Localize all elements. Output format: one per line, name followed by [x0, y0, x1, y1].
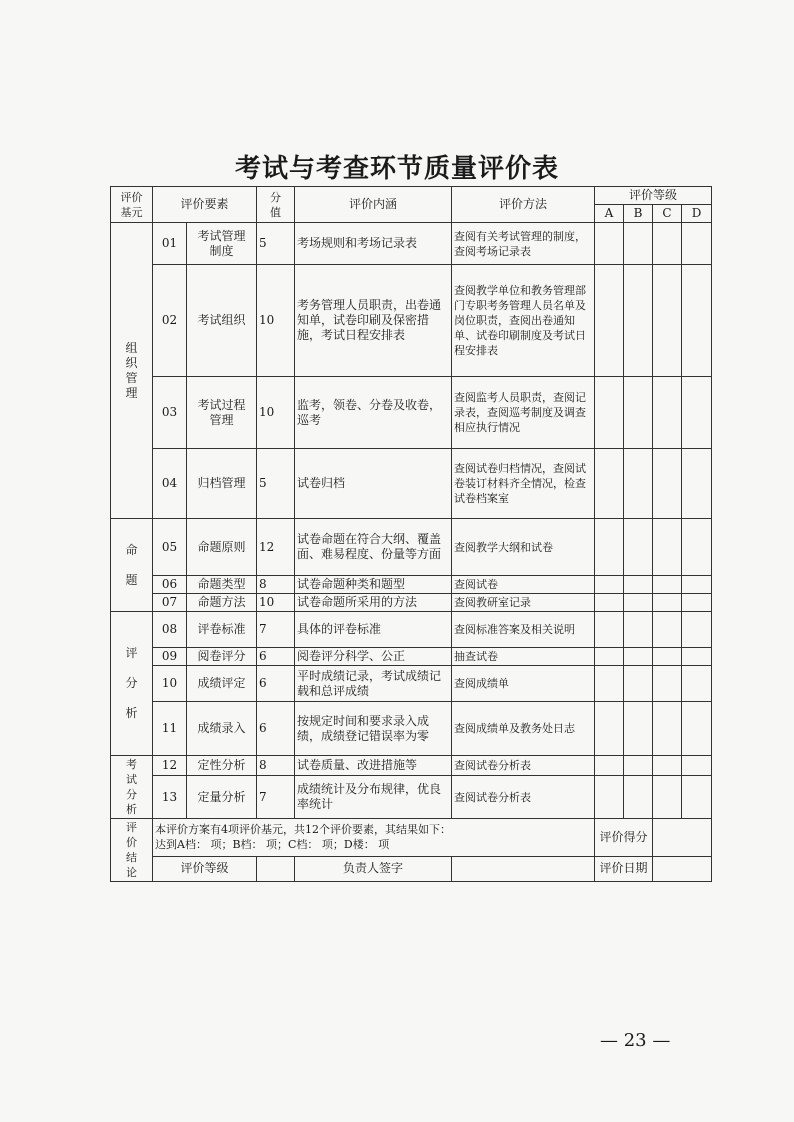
row-element: 命题类型 — [187, 576, 257, 594]
header-content: 评价内涵 — [295, 187, 452, 223]
grade-cell-a[interactable] — [595, 449, 624, 519]
table-row — [111, 776, 712, 819]
group-label: 考 试 分 析 — [111, 756, 153, 819]
row-content: 试卷归档 — [295, 449, 452, 519]
grade-cell-c[interactable] — [653, 449, 682, 519]
grade-cell-d[interactable] — [682, 223, 712, 265]
row-score: 6 — [257, 648, 295, 666]
row-score: 8 — [257, 576, 295, 594]
score-label: 评价得分 — [595, 819, 653, 857]
grade-cell-c[interactable] — [653, 702, 682, 756]
grade-cell-c[interactable] — [653, 377, 682, 449]
grade-cell-a[interactable] — [595, 519, 624, 576]
row-number: 11 — [153, 702, 187, 756]
row-score: 6 — [257, 702, 295, 756]
row-content: 试卷命题种类和题型 — [295, 576, 452, 594]
row-element: 考试管理 制度 — [187, 223, 257, 265]
grade-cell-d[interactable] — [682, 776, 712, 819]
grade-cell-b[interactable] — [624, 449, 653, 519]
row-element: 定量分析 — [187, 776, 257, 819]
header-element: 评价要素 — [153, 187, 257, 223]
conclusion-summary — [153, 819, 595, 857]
conclusion-row — [111, 819, 712, 857]
row-method: 查阅标准答案及相关说明 — [452, 612, 595, 648]
grade-cell-c[interactable] — [653, 612, 682, 648]
grade-cell-b[interactable] — [624, 519, 653, 576]
row-method: 查阅试卷分析表 — [452, 776, 595, 819]
row-element: 考试组织 — [187, 265, 257, 377]
table-row — [111, 377, 712, 449]
grade-cell-d[interactable] — [682, 594, 712, 612]
grade-cell-c[interactable] — [653, 648, 682, 666]
group-label: 组 织 管 理 — [111, 223, 153, 519]
row-method: 查阅教研室记录 — [452, 594, 595, 612]
row-score: 10 — [257, 594, 295, 612]
row-number: 03 — [153, 377, 187, 449]
row-content: 考务管理人员职责，出卷通知单，试卷印刷及保密措施，考试日程安排表 — [295, 265, 452, 377]
grade-cell-a[interactable] — [595, 702, 624, 756]
header-grade-d: D — [682, 205, 712, 223]
row-content: 成绩统计及分布规律，优良率统计 — [295, 776, 452, 819]
grade-cell-b[interactable] — [624, 265, 653, 377]
grade-cell-d[interactable] — [682, 702, 712, 756]
row-number: 06 — [153, 576, 187, 594]
conclusion-label: 评 价 结 论 — [111, 819, 153, 882]
grade-cell-c[interactable] — [653, 265, 682, 377]
grade-cell-a[interactable] — [595, 756, 624, 776]
row-score: 12 — [257, 519, 295, 576]
grade-cell-c[interactable] — [653, 756, 682, 776]
row-number: 07 — [153, 594, 187, 612]
grade-cell-b[interactable] — [624, 223, 653, 265]
table-row — [111, 666, 712, 702]
signer-label: 负责人签字 — [295, 856, 452, 881]
header-grade-c: C — [653, 205, 682, 223]
group-label: 命 题 — [111, 519, 153, 612]
conclusion-summary-line1: 本评价方案有4项评价基元，共12个评价要素，其结果如下： — [155, 823, 451, 837]
grade-label: 评价等级 — [153, 856, 257, 881]
grade-cell-c[interactable] — [653, 594, 682, 612]
row-method: 查阅成绩单 — [452, 666, 595, 702]
row-number: 04 — [153, 449, 187, 519]
grade-cell-a[interactable] — [595, 377, 624, 449]
row-score: 8 — [257, 756, 295, 776]
header-grade-a: A — [595, 205, 624, 223]
row-score: 10 — [257, 377, 295, 449]
grade-cell-c[interactable] — [653, 223, 682, 265]
grade-cell-d[interactable] — [682, 648, 712, 666]
grade-cell-a[interactable] — [595, 576, 624, 594]
row-score: 5 — [257, 223, 295, 265]
signer-field[interactable] — [452, 856, 595, 881]
grade-cell-b[interactable] — [624, 702, 653, 756]
row-content: 具体的评卷标准 — [295, 612, 452, 648]
header-grade-b: B — [624, 205, 653, 223]
row-method: 查阅教学大纲和试卷 — [452, 519, 595, 576]
conclusion-summary-line2: 达到A档： 项；B档： 项；C档： 项；D楼： 项 — [155, 838, 390, 852]
grade-cell-d[interactable] — [682, 576, 712, 594]
table-row — [111, 223, 712, 265]
grade-cell-a[interactable] — [595, 223, 624, 265]
grade-cell-a[interactable] — [595, 594, 624, 612]
grade-cell-a[interactable] — [595, 776, 624, 819]
grade-cell-b[interactable] — [624, 594, 653, 612]
grade-cell-b[interactable] — [624, 756, 653, 776]
page-number: — 23 — — [600, 1030, 671, 1051]
row-element: 命题原则 — [187, 519, 257, 576]
row-number: 08 — [153, 612, 187, 648]
header-score: 分 值 — [257, 187, 295, 223]
row-method: 查阅试卷 — [452, 576, 595, 594]
evaluation-table — [110, 186, 712, 882]
row-method: 查阅教学单位和教务管理部门专职考务管理人员名单及岗位职责，查阅出卷通知单、试卷印刷制度及考试日程安排表 — [452, 265, 595, 377]
score-field[interactable] — [653, 819, 712, 857]
grade-cell-d[interactable] — [682, 377, 712, 449]
row-content: 按规定时间和要求录入成绩，成绩登记错误率为零 — [295, 702, 452, 756]
header-unit: 评价 基元 — [111, 187, 153, 223]
grade-cell-b[interactable] — [624, 666, 653, 702]
row-method: 查阅成绩单及教务处日志 — [452, 702, 595, 756]
grade-cell-d[interactable] — [682, 756, 712, 776]
row-content: 阅卷评分科学、公正 — [295, 648, 452, 666]
grade-field[interactable] — [257, 856, 295, 881]
row-method: 查阅有关考试管理的制度，查阅考场记录表 — [452, 223, 595, 265]
page-title: 考试与考查环节质量评价表 — [234, 154, 559, 184]
table-row — [111, 576, 712, 594]
table-row — [111, 612, 712, 648]
row-number: 09 — [153, 648, 187, 666]
row-content: 试卷质量、改进措施等 — [295, 756, 452, 776]
grade-cell-c[interactable] — [653, 576, 682, 594]
row-element: 成绩评定 — [187, 666, 257, 702]
grade-cell-a[interactable] — [595, 666, 624, 702]
table-row — [111, 594, 712, 612]
table-row — [111, 449, 712, 519]
table-row — [111, 519, 712, 576]
grade-cell-b[interactable] — [624, 377, 653, 449]
header-grade: 评价等级 — [595, 187, 712, 205]
row-element: 阅卷评分 — [187, 648, 257, 666]
grade-cell-c[interactable] — [653, 666, 682, 702]
row-content: 监考，领卷、分卷及收卷，巡考 — [295, 377, 452, 449]
date-label: 评价日期 — [595, 856, 653, 881]
row-method: 抽查试卷 — [452, 648, 595, 666]
table-row — [111, 265, 712, 377]
table-row — [111, 756, 712, 776]
row-element: 命题方法 — [187, 594, 257, 612]
grade-cell-b[interactable] — [624, 612, 653, 648]
grade-cell-c[interactable] — [653, 776, 682, 819]
grade-cell-c[interactable] — [653, 519, 682, 576]
row-score: 6 — [257, 666, 295, 702]
row-number: 05 — [153, 519, 187, 576]
group-label: 评 分 析 — [111, 612, 153, 756]
row-score: 7 — [257, 612, 295, 648]
row-score: 10 — [257, 265, 295, 377]
grade-cell-a[interactable] — [595, 265, 624, 377]
grade-cell-d[interactable] — [682, 612, 712, 648]
row-element: 评卷标准 — [187, 612, 257, 648]
date-field[interactable] — [653, 856, 712, 881]
grade-cell-d[interactable] — [682, 519, 712, 576]
row-element: 成绩录入 — [187, 702, 257, 756]
row-method: 查阅试卷归档情况，查阅试卷装订材料齐全情况，检查试卷档案室 — [452, 449, 595, 519]
row-content: 平时成绩记录，考试成绩记载和总评成绩 — [295, 666, 452, 702]
row-element: 考试过程 管理 — [187, 377, 257, 449]
row-content: 考场规则和考场记录表 — [295, 223, 452, 265]
grade-cell-d[interactable] — [682, 666, 712, 702]
table-row — [111, 648, 712, 666]
header-method: 评价方法 — [452, 187, 595, 223]
row-content: 试卷命题所采用的方法 — [295, 594, 452, 612]
row-number: 01 — [153, 223, 187, 265]
grade-cell-a[interactable] — [595, 612, 624, 648]
row-score: 7 — [257, 776, 295, 819]
row-element: 定性分析 — [187, 756, 257, 776]
grade-cell-b[interactable] — [624, 576, 653, 594]
grade-cell-b[interactable] — [624, 776, 653, 819]
grade-cell-d[interactable] — [682, 449, 712, 519]
row-content: 试卷命题在符合大纲、覆盖面、难易程度、份量等方面 — [295, 519, 452, 576]
conclusion-row — [111, 856, 712, 881]
row-method: 查阅监考人员职责，查阅记录表，查阅巡考制度及调查相应执行情况 — [452, 377, 595, 449]
row-number: 10 — [153, 666, 187, 702]
row-method: 查阅试卷分析表 — [452, 756, 595, 776]
grade-cell-d[interactable] — [682, 265, 712, 377]
row-element: 归档管理 — [187, 449, 257, 519]
table-row — [111, 702, 712, 756]
grade-cell-a[interactable] — [595, 648, 624, 666]
row-number: 13 — [153, 776, 187, 819]
row-number: 12 — [153, 756, 187, 776]
row-number: 02 — [153, 265, 187, 377]
grade-cell-b[interactable] — [624, 648, 653, 666]
row-score: 5 — [257, 449, 295, 519]
